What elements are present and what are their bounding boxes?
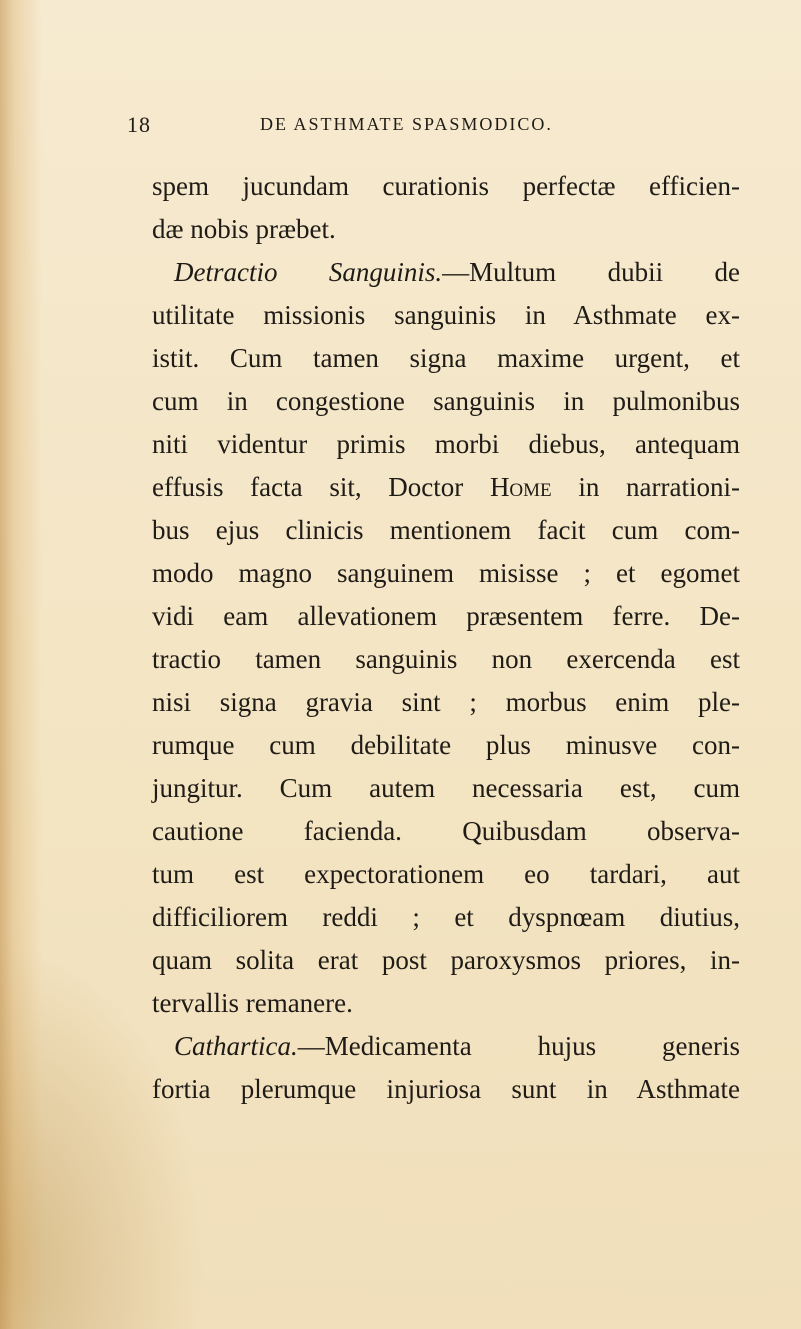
text-line: utilitate missionis sanguinis in Asthmate ex-	[152, 300, 740, 330]
text-line: fortia plerumque injuriosa sunt in Asthmate	[152, 1074, 740, 1104]
text-line: tervallis remanere.	[152, 988, 353, 1018]
text-span: —Medicamenta hujus generis	[297, 1031, 740, 1061]
section-heading-detractio: Detractio Sanguinis.	[174, 257, 443, 287]
text-line: quam solita erat post paroxysmos priores, in-	[152, 945, 740, 975]
text-line: bus ejus clinicis mentionem facit cum com-	[152, 515, 740, 545]
text-line: modo magno sanguinem misisse ; et egomet	[152, 558, 740, 588]
text-line: nisi signa gravia sint ; morbus enim ple-	[152, 687, 740, 717]
section-heading-cathartica: Cathartica.	[174, 1031, 298, 1061]
text-line	[152, 466, 740, 509]
text-line: jungitur. Cum autem necessaria est, cum	[152, 773, 740, 803]
page-number: 18	[127, 112, 151, 137]
text-line: tractio tamen sanguinis non exercenda est	[152, 644, 740, 674]
text-line: istit. Cum tamen signa maxime urgent, et	[152, 343, 740, 373]
text-line: dæ nobis præbet.	[152, 214, 336, 244]
text-line: cautione facienda. Quibusdam observa-	[152, 816, 740, 846]
text-line: difficiliorem reddi ; et dyspnœam diutius,	[152, 902, 740, 932]
text-line: vidi eam allevationem præsentem ferre. De-	[152, 601, 740, 631]
paragraph-heading-line	[152, 251, 740, 294]
text-line: spem jucundam curationis perfectæ efficien-	[152, 171, 740, 201]
text-span: effusis facta sit, Doctor	[152, 472, 490, 502]
paragraph-heading-line	[152, 1025, 740, 1068]
text-line: tum est expectorationem eo tardari, aut	[152, 859, 740, 889]
text-line: rumque cum debilitate plus minusve con-	[152, 730, 740, 760]
text-span: —Multum dubii de	[442, 257, 740, 287]
text-span: in narrationi-	[551, 472, 740, 502]
body-text	[152, 165, 740, 1111]
running-head-title: DE ASTHMATE SPASMODICO.	[260, 114, 553, 134]
text-line: cum in congestione sanguinis in pulmonibus	[152, 386, 740, 416]
author-name: Home	[489, 472, 552, 502]
running-head	[127, 112, 739, 142]
text-line: niti videntur primis morbi diebus, antequam	[152, 429, 740, 459]
